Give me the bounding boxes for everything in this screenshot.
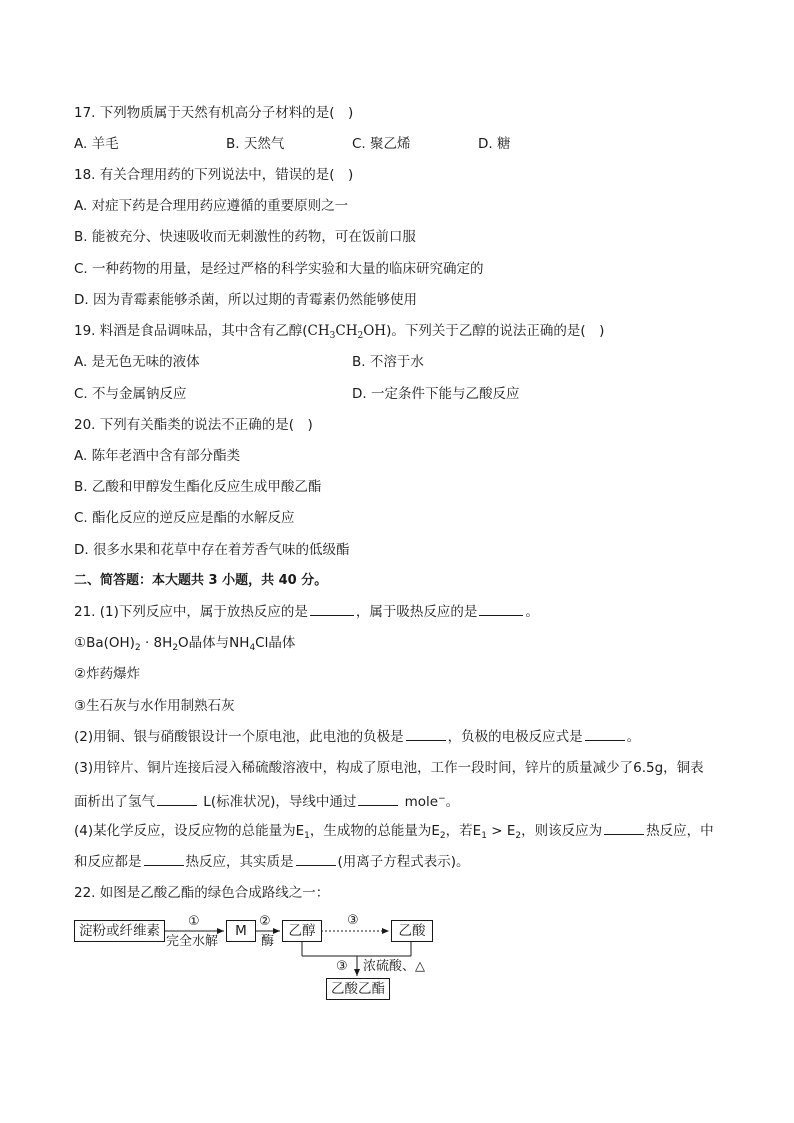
step4-condition: 浓硫酸、△ [363,959,425,974]
step2-label: ② [259,914,271,929]
q17-option-b: B. 天然气 [226,136,285,152]
q20-option-b: B. 乙酸和甲醇发生酯化反应生成甲酸乙酯 [74,479,322,495]
step3-label: ③ [347,913,359,928]
box-ethyl-acetate: 乙酸乙酯 [326,978,390,1000]
q20-option-d: D. 很多水果和花草中存在着芳香气味的低级酯 [74,542,350,558]
q17-option-d: D. 糖 [478,136,511,152]
q21-item3: ③生石灰与水作用制熟石灰 [74,698,235,714]
q21-item2: ②炸药爆炸 [74,666,141,682]
section-heading: 二、简答题：本大题共 3 小题，共 40 分。 [74,573,328,588]
step2-condition: 酶 [261,934,275,949]
box-ethanol: 乙醇 [282,920,322,942]
box-m: M [226,920,256,942]
q19-option-a: A. 是无色无味的液体 [74,354,200,370]
q21-part2: (2)用铜、银与硝酸银设计一个原电池，此电池的负极是 ，负极的电极反应式是 。 [74,729,641,745]
q18-option-d: D. 因为青霉素能够杀菌，所以过期的青霉素仍然能够使用 [74,292,417,308]
q17-option-a: A. 羊毛 [74,136,119,152]
q18-option-a: A. 对症下药是合理用药应遵循的重要原则之一 [74,198,349,214]
step4-label: ③ [336,959,348,974]
q20-option-c: C. 酯化反应的逆反应是酯的水解反应 [74,510,295,526]
q18-option-b: B. 能被充分、快速吸收而无刺激性的药物，可在饭前口服 [74,229,416,245]
q21-part3-line2: 面析出了氢气 L(标准状况)，导线中通过 mole−。 [74,794,460,810]
step1-condition: 完全水解 [166,934,219,949]
q21-part4-line2: 和反应都是 热反应，其实质是 (用离子方程式表示)。 [74,854,470,870]
q20-option-a: A. 陈年老酒中含有部分酯类 [74,448,241,464]
q22-stem: 22. 如图是乙酸乙酯的绿色合成路线之一： [74,885,330,901]
q19-option-c: C. 不与金属钠反应 [74,386,187,402]
q18-option-c: C. 一种药物的用量，是经过严格的科学实验和大量的临床研究确定的 [74,261,484,277]
q21-part4-line1: (4)某化学反应，设反应物的总能量为$E_1$，生成物的总能量为$E_2$，若$E_1 > E_2$，则该反应为 热反应，中 [74,823,714,841]
q19-option-b: B. 不溶于水 [352,354,424,370]
box-starch-cellulose: 淀粉或纤维素 [74,920,165,942]
q20-stem: 20. 下列有关酯类的说法不正确的是( ) [74,417,313,433]
box-acetic-acid: 乙酸 [391,920,433,942]
q19-option-d: D. 一定条件下能与乙酸反应 [352,386,520,402]
ethanol-formula: $CH_3CH_2OH$ [307,323,387,341]
q17-stem: 17. 下列物质属于天然有机高分子材料的是( ) [74,105,354,121]
q18-stem: 18. 有关合理用药的下列说法中，错误的是( ) [74,167,354,183]
q19-stem-pre: 19. 料酒是食品调味品，其中含有乙醇( [74,323,308,339]
q21-part3-line1: (3)用锌片、铜片连接后浸入稀硫酸溶液中，构成了原电池，工作一段时间，锌片的质量减少了6.5g，铜表 [74,760,704,776]
q21-part1: 21. (1)下列反应中，属于放热反应的是 ，属于吸热反应的是 。 [74,604,539,620]
step1-label: ① [188,914,200,929]
q17-option-c: C. 聚乙烯 [352,136,411,152]
q21-item1: $①Ba(OH)_2 \cdot 8H_2O$晶体与$NH_4Cl$晶体 [74,635,296,653]
q19-stem-post: )。下列关于乙醇的说法正确的是( ) [386,323,605,339]
